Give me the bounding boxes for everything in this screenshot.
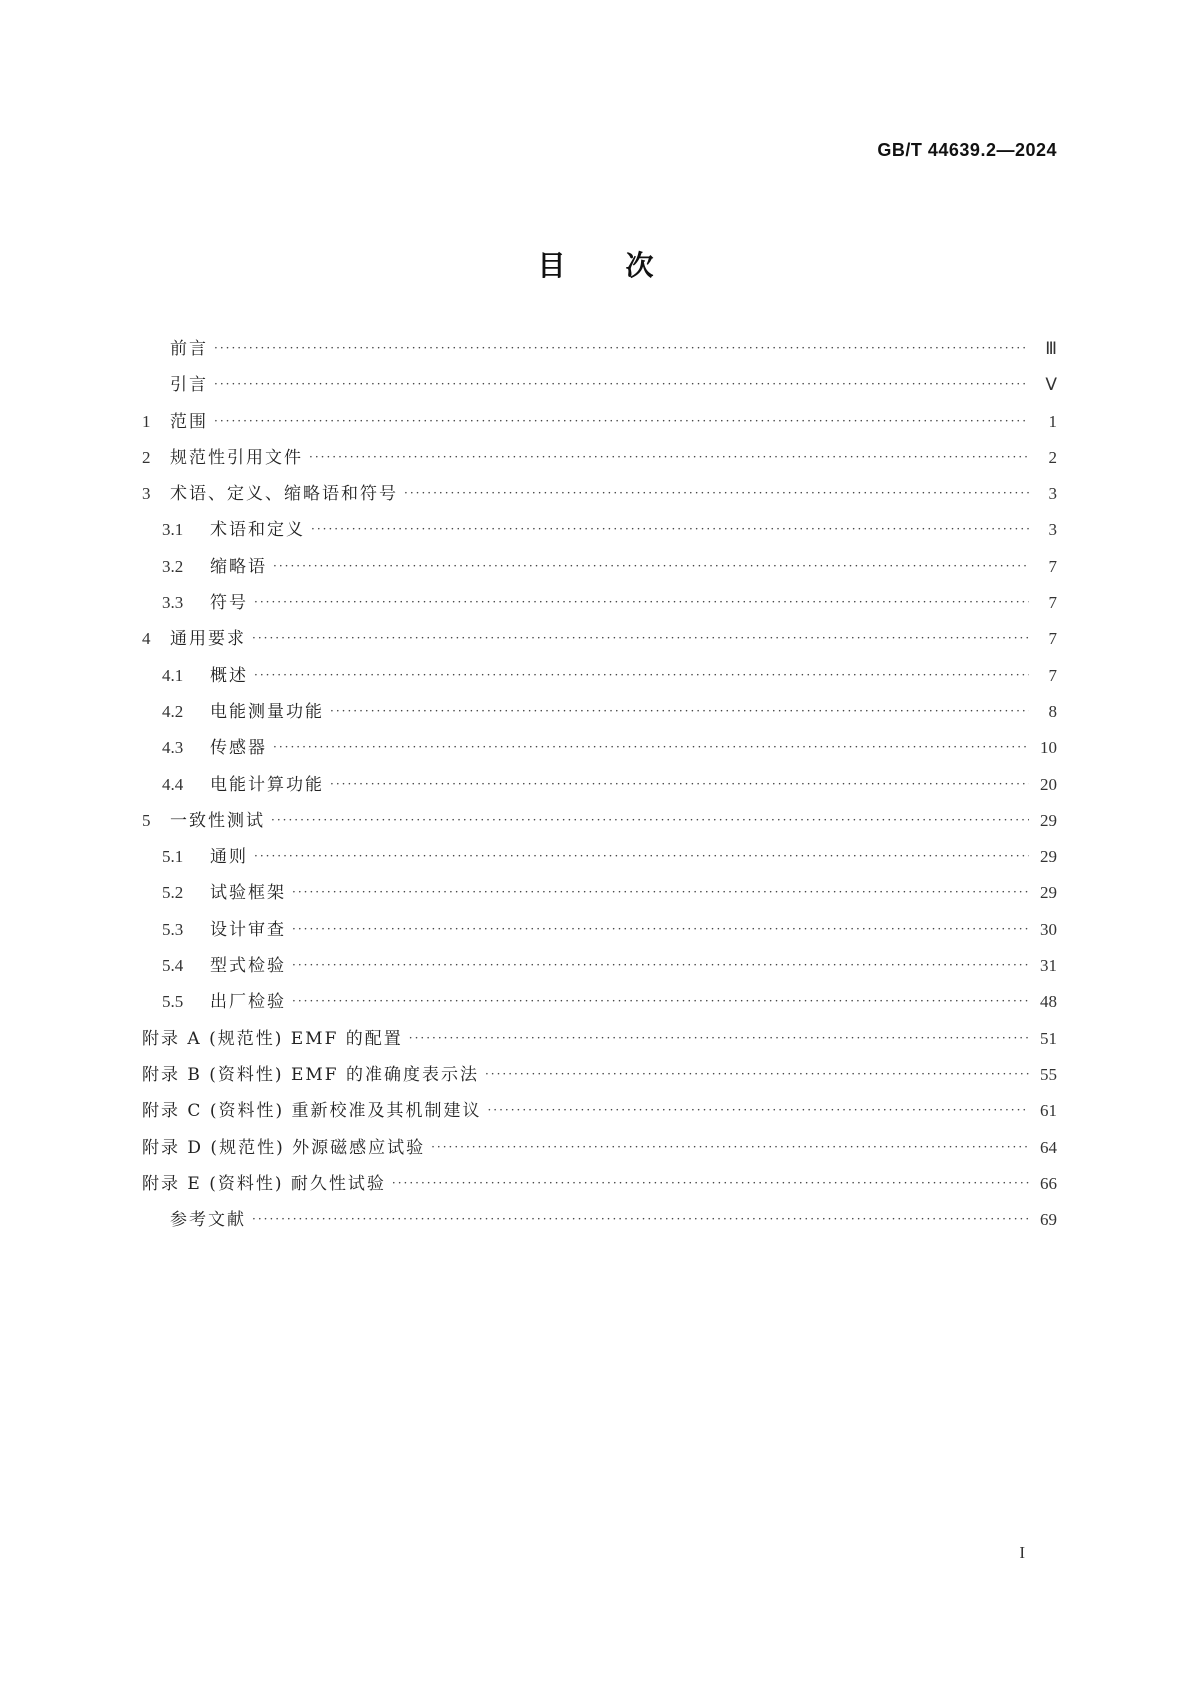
toc-entry-title: 术语、定义、缩略语和符号 <box>170 484 398 505</box>
toc-entry-title: 缩略语 <box>210 556 267 577</box>
toc-entry-page: 20 <box>1040 774 1057 794</box>
toc-dot-leader <box>254 664 1029 686</box>
toc-entry[interactable] <box>142 665 1057 701</box>
toc-entry-title: 范围 <box>170 411 208 432</box>
toc-dot-leader <box>254 591 1029 613</box>
toc-entry[interactable] <box>142 1028 1057 1064</box>
toc-dot-leader <box>485 1063 1029 1085</box>
toc-entry-number: 2 <box>142 447 151 467</box>
toc-entry-page: 51 <box>1040 1028 1057 1048</box>
toc-entry-title: 通用要求 <box>170 629 246 650</box>
toc-dot-leader <box>271 809 1029 831</box>
toc-entry[interactable] <box>142 411 1057 447</box>
toc-entry-title: 术语和定义 <box>210 520 305 541</box>
toc-entry[interactable] <box>142 556 1057 592</box>
toc-entry-page: 61 <box>1040 1101 1057 1121</box>
toc-entry-title: 通则 <box>210 847 248 868</box>
toc-dot-leader <box>292 954 1029 976</box>
toc-entry-title: 出厂检验 <box>210 992 286 1013</box>
toc-dot-leader <box>404 482 1029 504</box>
toc-entry-number: 4.2 <box>162 701 184 721</box>
toc-entry[interactable] <box>142 1209 1057 1245</box>
toc-dot-leader <box>330 700 1029 722</box>
toc-entry-title: 规范性引用文件 <box>170 447 303 468</box>
toc-entry-title: 概述 <box>210 665 248 686</box>
toc-entry-number: 5.4 <box>162 956 184 976</box>
toc-entry-title: 附录 E (资料性) 耐久性试验 <box>142 1173 386 1194</box>
page-title-char-1: 目 <box>537 249 566 282</box>
toc-entry-number: 5.3 <box>162 919 184 939</box>
toc-entry[interactable] <box>142 1137 1057 1173</box>
toc-entry-number: 4.3 <box>162 738 184 758</box>
toc-entry-title: 附录 C (资料性) 重新校准及其机制建议 <box>142 1101 482 1122</box>
toc-entry-page: 29 <box>1040 847 1057 867</box>
toc-dot-leader <box>409 1027 1029 1049</box>
page-title-char-2: 次 <box>625 249 654 282</box>
toc-dot-leader <box>292 918 1029 940</box>
toc-entry-title: 前言 <box>170 339 208 359</box>
toc-entry[interactable] <box>142 701 1057 737</box>
toc-dot-leader <box>254 845 1029 867</box>
toc-entry-title: 电能测量功能 <box>210 701 324 722</box>
toc-entry-page: 2 <box>1048 447 1057 467</box>
toc-entry[interactable] <box>142 1173 1057 1209</box>
toc-entry-number: 4.1 <box>162 665 184 685</box>
toc-dot-leader <box>273 555 1029 577</box>
toc-entry-page: 3 <box>1048 520 1057 540</box>
toc-dot-leader <box>392 1172 1029 1194</box>
toc-entry-page: 7 <box>1048 665 1057 685</box>
toc-entry[interactable] <box>142 919 1057 955</box>
toc-entry-page: 69 <box>1040 1210 1057 1230</box>
toc-entry-title: 型式检验 <box>210 956 286 977</box>
toc-entry[interactable] <box>142 991 1057 1027</box>
toc-entry-title: 一致性测试 <box>170 810 265 831</box>
toc-dot-leader <box>311 518 1029 540</box>
toc-entry[interactable] <box>142 882 1057 918</box>
toc-dot-leader <box>252 627 1029 649</box>
toc-entry-title: 设计审查 <box>210 919 286 940</box>
toc-entry[interactable] <box>142 1064 1057 1100</box>
toc-entry-page: 1 <box>1048 411 1057 431</box>
toc-entry-page: 7 <box>1048 629 1057 649</box>
toc-entry-title: 附录 B (资料性) EMF 的准确度表示法 <box>142 1064 479 1085</box>
toc-dot-leader <box>330 773 1029 795</box>
toc-entry-title: 附录 D (规范性) 外源磁感应试验 <box>142 1137 426 1158</box>
toc-entry-number: 5.5 <box>162 992 184 1012</box>
toc-entry-page: Ⅴ <box>1045 375 1057 395</box>
toc-entry-number: 5.1 <box>162 847 184 867</box>
toc-entry-page: 66 <box>1040 1173 1057 1193</box>
toc-entry-number: 5 <box>142 810 151 830</box>
toc-dot-leader <box>214 410 1029 432</box>
toc-entry[interactable] <box>142 519 1057 555</box>
toc-entry[interactable] <box>142 374 1057 410</box>
toc-entry[interactable] <box>142 846 1057 882</box>
toc-entry-title: 参考文献 <box>170 1210 246 1231</box>
toc-dot-leader <box>273 736 1029 758</box>
toc-entry-page: 10 <box>1040 738 1057 758</box>
toc-entry[interactable] <box>142 592 1057 628</box>
toc-entry-page: 3 <box>1048 484 1057 504</box>
toc-entry[interactable] <box>142 447 1057 483</box>
toc-dot-leader <box>431 1136 1029 1158</box>
toc-entry-number: 3.2 <box>162 556 184 576</box>
toc-entry-number: 3.3 <box>162 593 184 613</box>
toc-entry[interactable] <box>142 737 1057 773</box>
toc-entry-number: 3.1 <box>162 520 184 540</box>
toc-dot-leader <box>292 881 1029 903</box>
toc-entry-title: 符号 <box>210 593 248 614</box>
toc-entry[interactable] <box>142 1100 1057 1136</box>
toc-entry-page: 29 <box>1040 810 1057 830</box>
toc-entry-title: 附录 A (规范性) EMF 的配置 <box>142 1028 403 1049</box>
toc-entry-page: 55 <box>1040 1064 1057 1084</box>
toc-dot-leader <box>487 1099 1029 1121</box>
toc-entry-page: 7 <box>1048 593 1057 613</box>
toc-entry[interactable] <box>142 338 1057 374</box>
toc-entry-title: 引言 <box>170 375 208 396</box>
page-title <box>0 244 1191 284</box>
toc-entry-number: 5.2 <box>162 883 184 903</box>
toc-entry-title: 试验框架 <box>210 883 286 904</box>
toc-entry-page: Ⅲ <box>1045 339 1057 358</box>
toc-entry-page: 31 <box>1040 956 1057 976</box>
toc-entry[interactable] <box>142 483 1057 519</box>
toc-entry[interactable] <box>142 628 1057 664</box>
toc-entry-number: 3 <box>142 484 151 504</box>
toc-entry-number: 4.4 <box>162 774 184 794</box>
toc-entry-title: 电能计算功能 <box>210 774 324 795</box>
toc-dot-leader <box>214 337 1029 359</box>
toc-entry[interactable] <box>142 774 1057 810</box>
toc-entry[interactable] <box>142 810 1057 846</box>
toc-dot-leader <box>292 990 1029 1012</box>
table-of-contents <box>142 338 1057 1245</box>
document-code: GB/T 44639.2—2024 <box>877 140 1057 160</box>
toc-entry[interactable] <box>142 955 1057 991</box>
toc-entry-title: 传感器 <box>210 738 267 759</box>
toc-entry-page: 64 <box>1040 1137 1057 1157</box>
toc-entry-page: 48 <box>1040 992 1057 1012</box>
toc-dot-leader <box>214 373 1029 395</box>
toc-entry-number: 1 <box>142 411 151 431</box>
toc-entry-page: 30 <box>1040 919 1057 939</box>
toc-entry-page: 7 <box>1048 556 1057 576</box>
toc-entry-page: 29 <box>1040 883 1057 903</box>
toc-entry-number: 4 <box>142 629 151 649</box>
page-number: I <box>1019 1543 1025 1562</box>
toc-dot-leader <box>309 446 1029 468</box>
toc-dot-leader <box>252 1208 1029 1230</box>
toc-entry-page: 8 <box>1048 701 1057 721</box>
